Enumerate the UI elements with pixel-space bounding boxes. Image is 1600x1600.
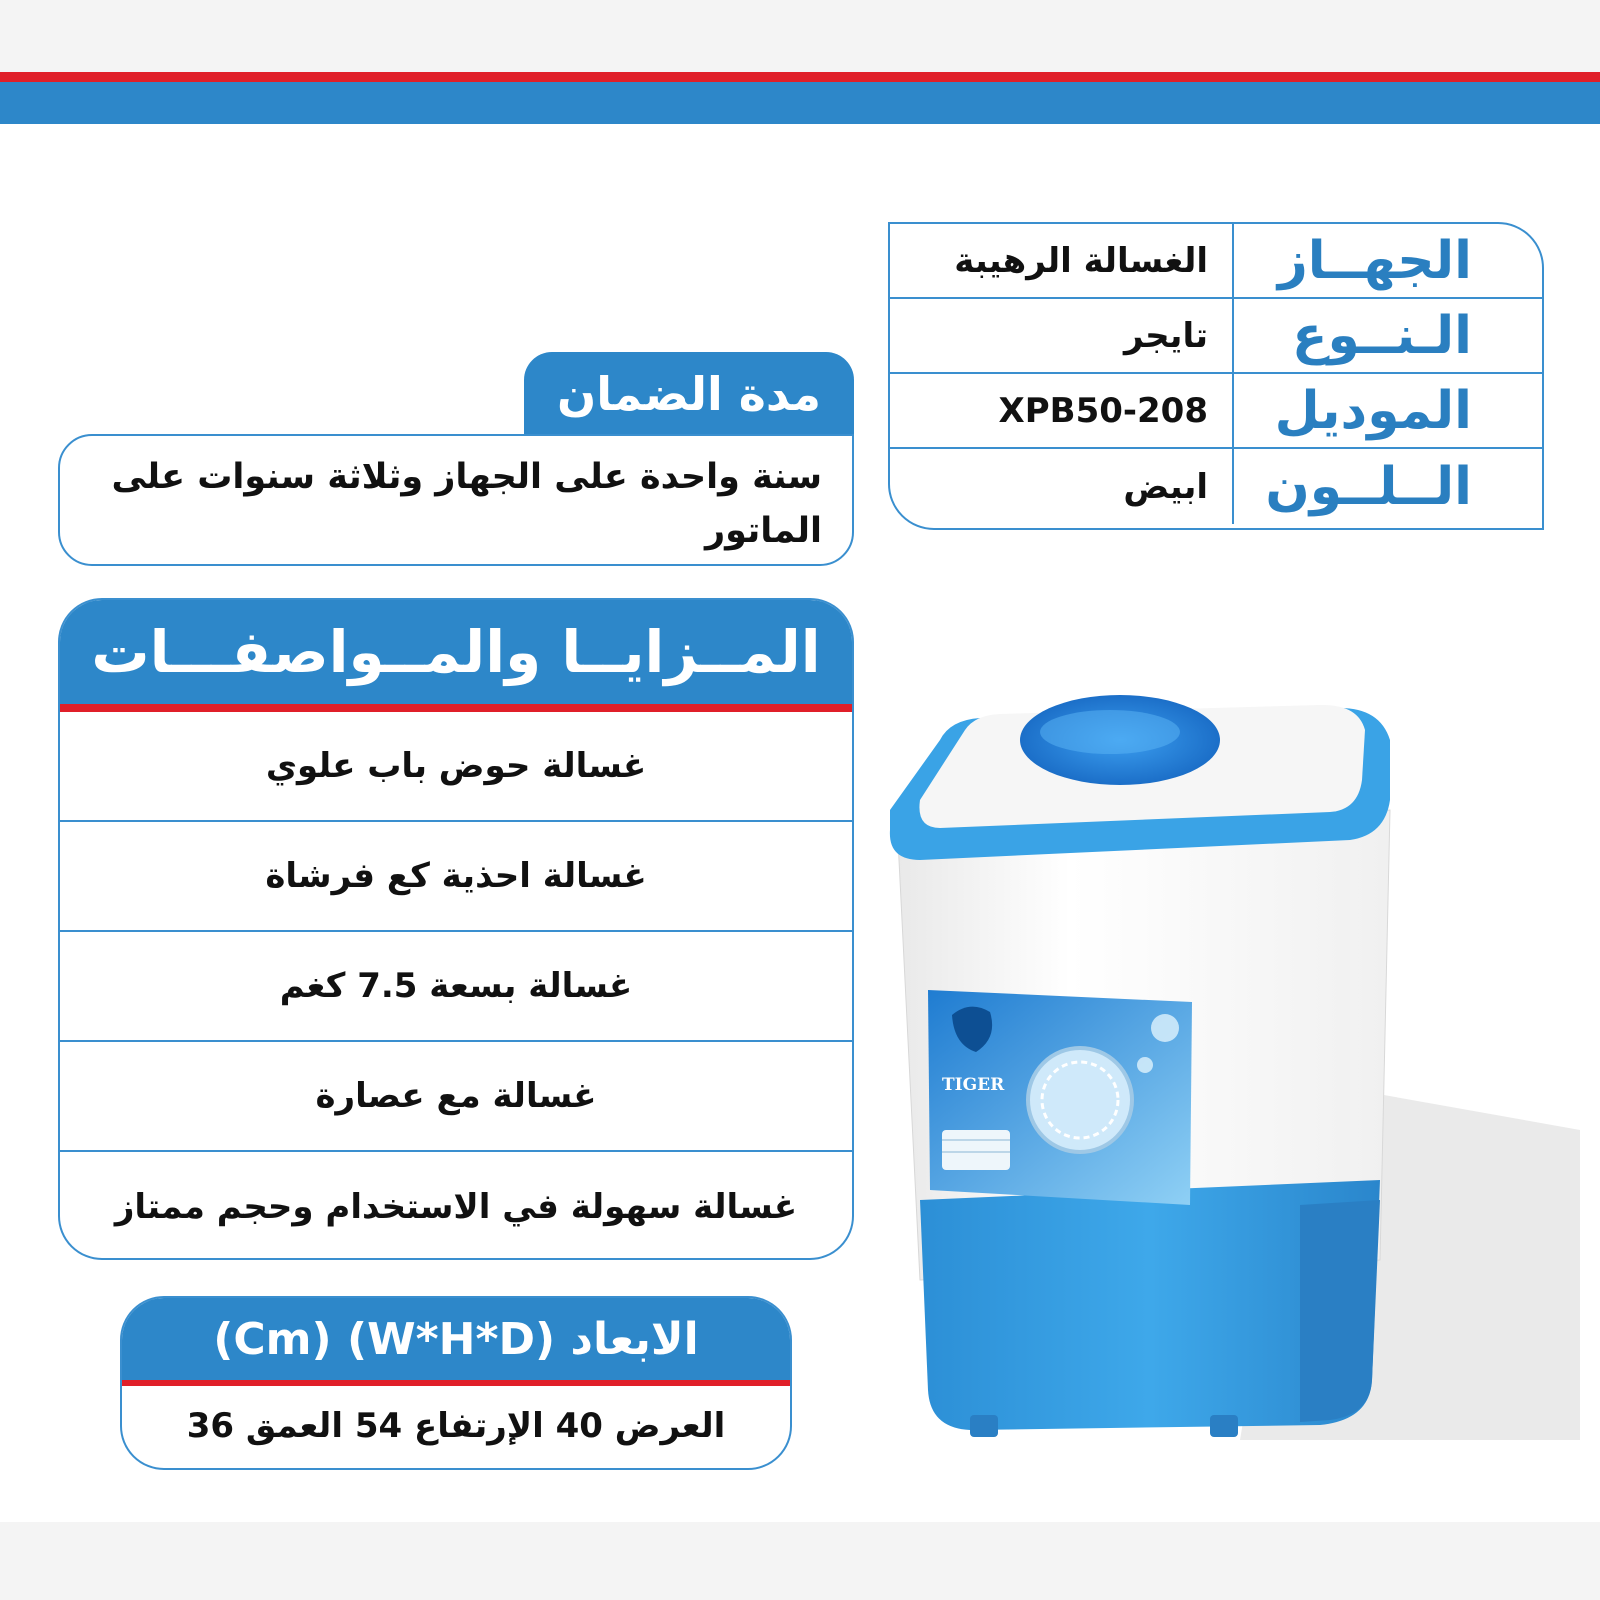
warranty-text: سنة واحدة على الجهاز وثلاثة سنوات على الماتور — [58, 434, 854, 566]
spec-row-model — [890, 374, 1542, 449]
bottom-band — [0, 1522, 1600, 1600]
top-band — [0, 0, 1600, 72]
spec-value: XPB50-208 — [998, 390, 1208, 431]
features-title: المــزايــا والمــواصفـــات — [60, 600, 852, 712]
header-red-stripe — [0, 72, 1600, 82]
spec-key: الجهــاز — [1232, 224, 1542, 297]
warranty-title: مدة الضمان — [524, 352, 854, 436]
features-panel — [58, 598, 854, 1260]
dimensions-panel — [120, 1296, 792, 1470]
feature-item: غسالة بسعة 7.5 كغم — [60, 932, 852, 1042]
brand-label: TIGER — [942, 1075, 1005, 1095]
dimensions-text: العرض 40 الإرتفاع 54 العمق 36 — [186, 1406, 726, 1446]
header-blue-stripe — [0, 82, 1600, 124]
feature-item: غسالة سهولة في الاستخدام وحجم ممتاز — [114, 1187, 798, 1227]
spec-table — [888, 222, 1544, 530]
feature-item: غسالة مع عصارة — [60, 1042, 852, 1152]
dimensions-title: الابعاد (W*H*D) (Cm) — [122, 1298, 790, 1386]
spec-value: تايجر — [1124, 315, 1208, 356]
spec-value: ابيض — [1123, 466, 1208, 507]
feature-item: غسالة احذية كع فرشاة — [60, 822, 852, 932]
spec-key: الــلــون — [1232, 449, 1542, 524]
spec-key: الموديل — [1232, 374, 1542, 447]
spec-row-color — [890, 449, 1542, 524]
spec-value: الغسالة الرهيبة — [954, 240, 1208, 281]
washing-machine-image — [880, 660, 1580, 1480]
spec-row-type — [890, 299, 1542, 374]
spec-key: الـنــوع — [1232, 299, 1542, 372]
feature-item: غسالة حوض باب علوي — [60, 712, 852, 822]
spec-row-device — [890, 224, 1542, 299]
